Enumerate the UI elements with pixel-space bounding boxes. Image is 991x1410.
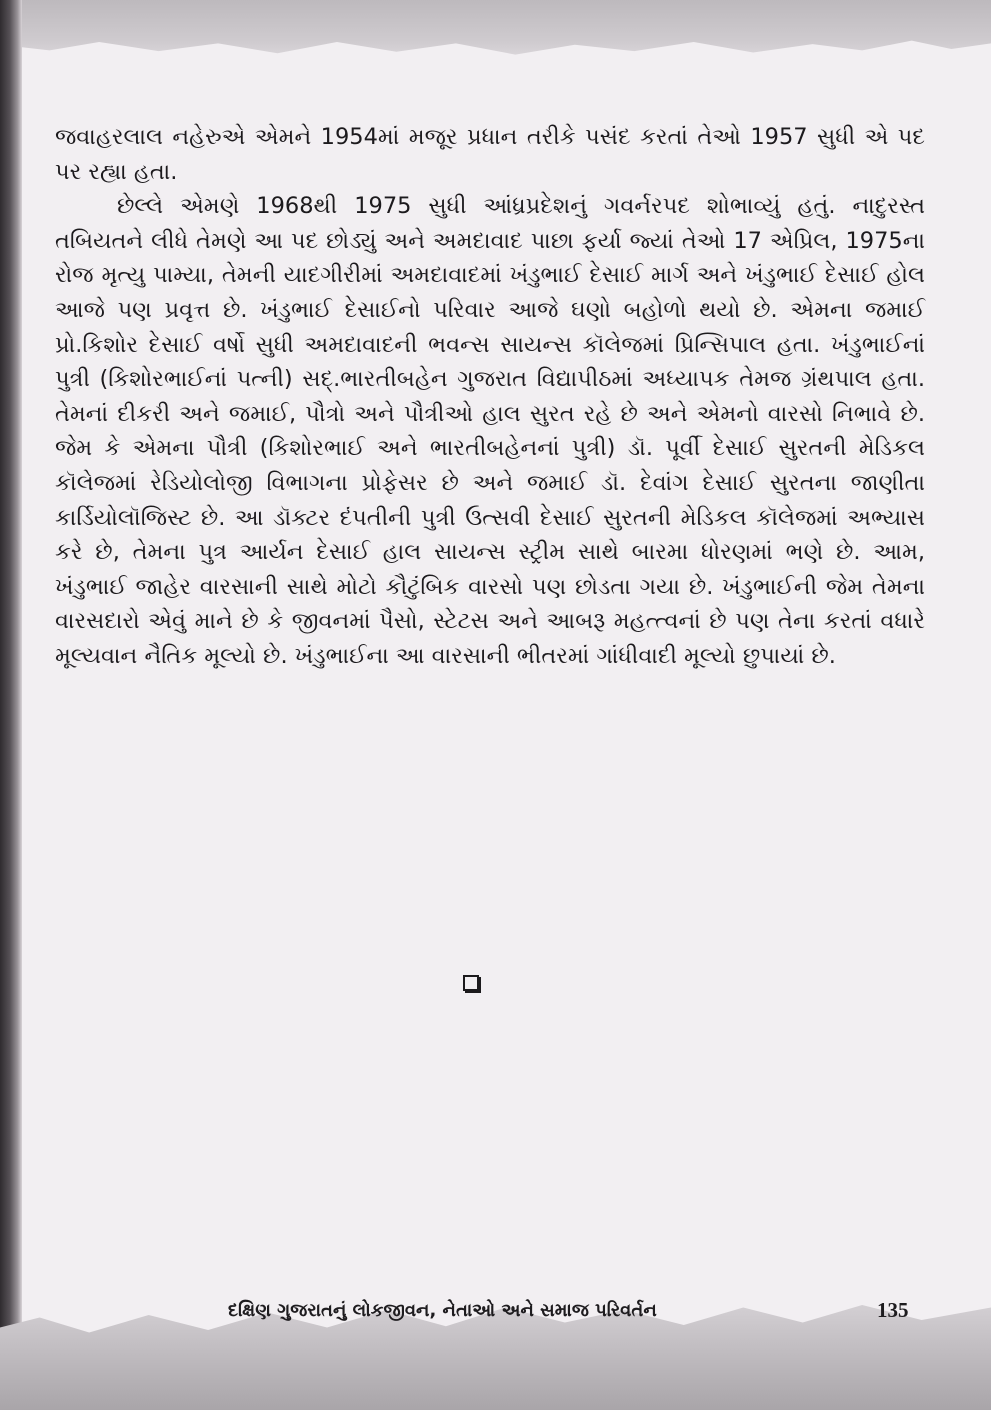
footer-book-title: દક્ષિણ ગુજરાતનું લોકજીવન, નેતાઓ અને સમાજ પરિવર્તન (228, 1300, 657, 1321)
top-page-shadow (0, 0, 991, 70)
book-spine-edge (0, 0, 22, 1410)
paragraph-2: છેલ્લે એમણે 1968થી 1975 સુધી આંધ્રપ્રદેશનું ગવર્નરપદ શોભાવ્યું હતું. નાદુરસ્ત તબિયતને લીધે તેમણે આ પદ છોડ્યું અને અમદાવાદ પાછા ફર્યા જ્યાં તેઓ 17 એપ્રિલ, 1975ના રોજ મૃત્યુ પામ્યા, તેમની યાદગીરીમાં અમદાવાદમાં ખંડુભાઈ દેસાઈ માર્ગ અને ખંડુભાઈ દેસાઈ હોલ આજે પણ પ્રવૃત્ત છે. ખંડુભાઈ દેસાઈનો પરિવાર આજે ઘણો બહોળો થયો છે. એમના જમાઈ પ્રો.કિશોર દેસાઈ વર્ષો સુધી અમદાવાદની ભવન્સ સાયન્સ કૉલેજમાં પ્રિન્સિપાલ હતા. ખંડુભાઈનાં પુત્રી (કિશોરભાઈનાં પત્ની) સદ્.ભારતીબહેન ગુજરાત વિદ્યાપીઠમાં અધ્યાપક તેમજ ગ્રંથપાલ હતા. તેમનાં દીકરી અને જમાઈ, પૌત્રો અને પૌત્રીઓ હાલ સુરત રહે છે અને એમનો વારસો નિભાવે છે. જેમ કે એમના પૌત્રી (કિશોરભાઈ અને ભારતીબહેનનાં પુત્રી) ડૉ. પૂર્વી દેસાઈ સુરતની મેડિકલ કૉલેજમાં રેડિયોલોજી વિભાગના પ્રોફેસર છે અને જમાઈ ડૉ. દેવાંગ દેસાઈ સુરતના જાણીતા કાર્ડિયોલૉજિસ્ટ છે. આ ડૉક્ટર દંપતીની પુત્રી ઉત્સવી દેસાઈ સુરતની મેડિકલ કૉલેજમાં અભ્યાસ કરે છે, તેમના પુત્ર આર્યન દેસાઈ હાલ સાયન્સ સ્ટ્રીમ સાથે બારમા ધોરણમાં ભણે છે. આમ, ખંડુભાઈ જાહેર વારસાની સાથે મોટો કૌટુંબિક વારસો પણ છોડતા ગયા છે. ખંડુભાઈની જેમ તેમના વારસદારો એવું માને છે કે જીવનમાં પૈસો, સ્ટેટસ અને આબરૂ મહત્ત્વનાં છે પણ તેના કરતાં વધારે મૂલ્યવાન નૈતિક મૂલ્યો છે. ખંડુભાઈના આ વારસાની ભીતરમાં ગાંધીવાદી મૂલ્યો છુપાયાં છે. (55, 193, 925, 669)
paragraph-1: જવાહરલાલ નહેરુએ એમને 1954માં મજૂર પ્રધાન તરીકે પસંદ કરતાં તેઓ 1957 સુધી એ પદ પર રહ્યા હતા. (55, 124, 925, 185)
page-number: 135 (877, 1298, 909, 1322)
hollow-square-icon (463, 975, 479, 991)
body-text (55, 120, 925, 674)
